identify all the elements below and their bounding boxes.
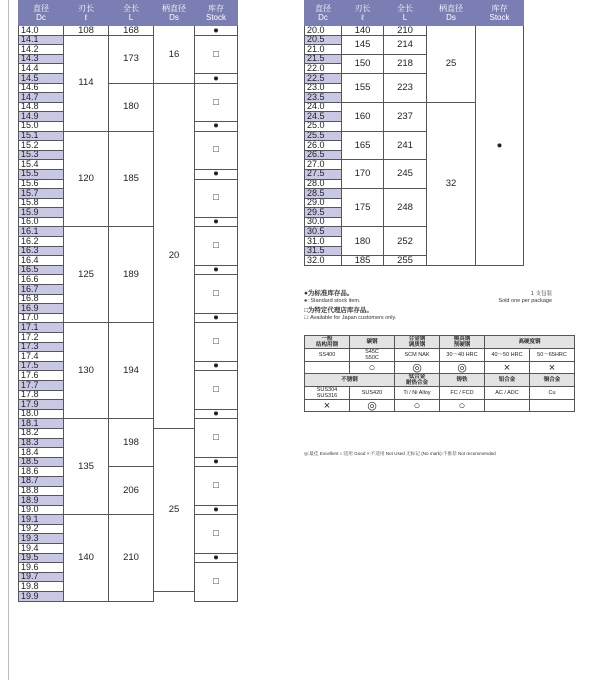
overall-length-cell: 173 (109, 35, 154, 83)
diameter-cell: 23.5 (305, 93, 342, 103)
header-stock-line: Stock (205, 13, 226, 22)
diameter-cell: 18.9 (19, 496, 64, 506)
diameter-cell: 18.6 (19, 467, 64, 477)
stock-cell: ● (195, 121, 238, 131)
material-grade-cell-line: SUS316 (316, 393, 338, 399)
overall-length-cell: 237 (384, 102, 427, 131)
stock-cell: ● (476, 26, 524, 266)
diameter-cell: 27.5 (305, 169, 342, 179)
material-row (305, 387, 575, 400)
table-row (19, 35, 238, 45)
material-group-header-line: 碳钢 (366, 339, 378, 345)
material-group-header-line: 钛合金 (408, 374, 426, 380)
material-group-header-line: 预硬钢 (453, 342, 471, 348)
diameter-cell: 15.1 (19, 131, 64, 141)
diameter-cell: 16.5 (19, 265, 64, 275)
material-grade-cell-line: SUS420 (361, 390, 383, 396)
diameter-cell: 28.5 (305, 189, 342, 199)
shank-diameter-cell: 20 (154, 83, 195, 428)
diameter-cell: 14.7 (19, 93, 64, 103)
material-grade-cell-line: SS400 (318, 352, 336, 358)
package-note-cn: 1 支包装 (530, 291, 552, 297)
table-row (19, 131, 238, 141)
stock-cell: ● (195, 313, 238, 323)
flute-length-cell: 160 (342, 102, 384, 131)
suitability-symbol (530, 400, 575, 412)
suitability-symbol-line: ○ (413, 399, 421, 412)
material-grade-cell (440, 349, 485, 362)
material-group-header (485, 374, 530, 387)
suitability-symbol (395, 400, 440, 412)
material-row (305, 336, 575, 349)
material-row (305, 349, 575, 362)
suitability-symbol-line: × (548, 361, 556, 374)
diameter-cell: 19.2 (19, 524, 64, 534)
overall-length-cell: 210 (384, 26, 427, 36)
diameter-cell: 19.3 (19, 534, 64, 544)
header-l1-line: 刃长 (354, 4, 371, 13)
stock-cell: □ (195, 35, 238, 73)
material-grade-cell-line: 30～40 HRC (446, 352, 478, 358)
material-grade-cell (350, 349, 395, 362)
diameter-cell: 18.1 (19, 419, 64, 429)
material-grade-cell-line: 50～65HRC (537, 352, 567, 358)
header-ds-line: Ds (169, 13, 179, 22)
diameter-cell: 25.5 (305, 131, 342, 141)
material-group-header-line: 调质钢 (408, 342, 426, 348)
flute-length-cell: 175 (342, 189, 384, 227)
header-l-line: L (402, 13, 408, 22)
agent-stock-note-en: □: Available for Japan customers only. (304, 314, 397, 321)
diameter-cell: 16.9 (19, 304, 64, 314)
stock-cell: □ (195, 467, 238, 505)
stock-cell: ● (195, 505, 238, 515)
diameter-cell: 29.5 (305, 208, 342, 218)
stock-cell: ● (195, 553, 238, 563)
material-group-header-line: 模具钢 (453, 336, 471, 342)
material-group-header (440, 374, 485, 387)
diameter-cell: 15.6 (19, 179, 64, 189)
header-dc (19, 1, 64, 26)
stock-cell: □ (195, 563, 238, 601)
header-l1-line: ℓ (84, 13, 88, 22)
diameter-cell: 17.2 (19, 333, 64, 343)
diameter-cell: 14.4 (19, 64, 64, 74)
header-dc (305, 1, 342, 26)
diameter-cell: 17.9 (19, 400, 64, 410)
header-dc-line: 直径 (315, 4, 331, 13)
diameter-cell: 14.1 (19, 35, 64, 45)
suitability-symbol (485, 362, 530, 374)
material-row (305, 374, 575, 387)
material-group-header (305, 336, 350, 349)
material-row (305, 400, 575, 412)
overall-length-cell: 255 (384, 256, 427, 266)
shank-diameter-cell: 25 (154, 428, 195, 591)
diameter-cell: 15.7 (19, 189, 64, 199)
stock-cell: ● (195, 73, 238, 83)
material-grade-cell (530, 349, 575, 362)
suitability-symbol (305, 362, 350, 374)
diameter-cell: 16.4 (19, 256, 64, 266)
diameter-cell: 19.5 (19, 553, 64, 563)
header-l-line: L (128, 13, 134, 22)
overall-length-cell: 180 (109, 83, 154, 131)
material-grade-cell-line: S45C (365, 349, 379, 355)
diameter-cell: 19.9 (19, 592, 64, 602)
suitability-symbol (305, 400, 350, 412)
material-group-header (395, 336, 440, 349)
material-grade-cell-line: AC / ADC (495, 390, 519, 396)
overall-length-cell: 223 (384, 73, 427, 102)
header-stock-line: Stock (489, 13, 510, 22)
table-row (19, 83, 238, 93)
overall-length-cell: 194 (109, 323, 154, 419)
diameter-cell: 17.7 (19, 380, 64, 390)
diameter-cell: 15.0 (19, 121, 64, 131)
diameter-cell: 21.5 (305, 54, 342, 64)
package-note-en: Sold one per package (498, 297, 552, 304)
diameter-cell: 14.9 (19, 112, 64, 122)
diameter-cell: 19.6 (19, 563, 64, 573)
stock-cell: ● (195, 409, 238, 419)
diameter-cell: 17.1 (19, 323, 64, 333)
diameter-cell: 28.0 (305, 179, 342, 189)
diameter-cell: 29.0 (305, 198, 342, 208)
diameter-cell: 32.0 (305, 256, 342, 266)
diameter-cell: 31.5 (305, 246, 342, 256)
material-grade-cell-line: Ti / Ni Alloy (403, 390, 431, 396)
overall-length-cell: 168 (109, 26, 154, 36)
flute-length-cell: 165 (342, 131, 384, 160)
suitability-symbol-line: ○ (368, 361, 376, 374)
overall-length-cell: 241 (384, 131, 427, 160)
stock-cell: □ (195, 515, 238, 553)
material-group-header-line: 铸铁 (456, 377, 468, 383)
diameter-cell: 27.0 (305, 160, 342, 170)
material-group-header-line: 铝合金 (498, 377, 516, 383)
header-stock (476, 1, 524, 26)
flute-length-cell: 150 (342, 54, 384, 73)
diameter-cell: 15.3 (19, 150, 64, 160)
header-l1 (64, 1, 109, 26)
stock-notes (304, 291, 580, 321)
suitability-symbol-line: ◎ (367, 399, 377, 412)
diameter-cell: 17.4 (19, 352, 64, 362)
table-row (19, 323, 238, 333)
diameter-cell: 19.8 (19, 582, 64, 592)
diameter-cell: 18.2 (19, 428, 64, 438)
stock-cell: ● (195, 457, 238, 467)
material-grade-cell (395, 387, 440, 400)
standard-stock-note-cn: ●为标准库存品。 (304, 290, 354, 297)
header-ds-line: 柄直径 (162, 4, 186, 13)
shank-diameter-cell: 16 (154, 26, 195, 84)
diameter-cell: 19.1 (19, 515, 64, 525)
diameter-cell: 24.0 (305, 102, 342, 112)
header-dc-line: 直径 (33, 4, 49, 13)
header-dc-line: Dc (318, 13, 328, 22)
diameter-cell: 20.5 (305, 35, 342, 45)
overall-length-cell: 189 (109, 227, 154, 323)
suitability-symbol (350, 400, 395, 412)
header-ds-line: Ds (446, 13, 456, 22)
flute-length-cell: 114 (64, 35, 109, 131)
material-suitability-table (304, 335, 575, 412)
spec-table-right (304, 0, 524, 266)
diameter-cell: 14.8 (19, 102, 64, 112)
diameter-cell: 30.0 (305, 217, 342, 227)
header-l1-line: ℓ (361, 13, 364, 22)
standard-stock-note-en: ●: Standard stock item. (304, 297, 361, 304)
suitability-symbol (485, 400, 530, 412)
material-group-header-line: 铜合金 (543, 377, 561, 383)
flute-length-cell: 120 (64, 131, 109, 227)
table-header-row (305, 1, 524, 26)
stock-cell: ● (195, 361, 238, 371)
overall-length-cell: 218 (384, 54, 427, 73)
diameter-cell: 14.5 (19, 73, 64, 83)
table-row (19, 515, 238, 525)
diameter-cell: 22.5 (305, 73, 342, 83)
stock-cell: ● (195, 217, 238, 227)
overall-length-cell: 248 (384, 189, 427, 227)
diameter-cell: 18.8 (19, 486, 64, 496)
diameter-cell: 15.8 (19, 198, 64, 208)
material-grade-cell (530, 387, 575, 400)
diameter-cell: 26.0 (305, 141, 342, 151)
overall-length-cell: 210 (109, 515, 154, 601)
material-grade-cell-line: Cu (548, 390, 556, 396)
diameter-cell: 19.7 (19, 572, 64, 582)
diameter-cell: 14.0 (19, 26, 64, 36)
diameter-cell: 14.2 (19, 45, 64, 55)
table-row (305, 26, 524, 36)
material-grade-cell (350, 387, 395, 400)
overall-length-cell: 245 (384, 160, 427, 189)
suitability-symbol (395, 362, 440, 374)
flute-length-cell: 180 (342, 227, 384, 256)
stock-cell: ● (195, 26, 238, 36)
suitability-symbol-line: × (503, 361, 511, 374)
flute-length-cell: 140 (64, 515, 109, 601)
diameter-cell: 19.4 (19, 544, 64, 554)
shank-diameter-cell: 25 (427, 26, 476, 103)
material-group-header-line: 耐热合金 (405, 380, 428, 386)
material-grade-cell (485, 349, 530, 362)
diameter-cell: 16.3 (19, 246, 64, 256)
suitability-symbol-line: ◎ (457, 361, 467, 374)
flute-length-cell: 108 (64, 26, 109, 36)
flute-length-cell: 125 (64, 227, 109, 323)
material-grade-cell (485, 387, 530, 400)
material-grade-cell (395, 349, 440, 362)
diameter-cell: 17.6 (19, 371, 64, 381)
stock-cell: □ (195, 179, 238, 217)
material-grade-cell (305, 349, 350, 362)
stock-cell: □ (195, 371, 238, 409)
suitability-symbol-line: × (323, 399, 331, 412)
header-stock-line: 库存 (208, 4, 224, 13)
diameter-cell: 18.7 (19, 476, 64, 486)
stock-cell: □ (195, 83, 238, 121)
suitability-symbol (350, 362, 395, 374)
suitability-symbol (440, 400, 485, 412)
header-l1 (342, 1, 384, 26)
table-row (19, 419, 238, 429)
material-group-header-line: 合金钢 (408, 336, 426, 342)
diameter-cell: 20.0 (305, 26, 342, 36)
diameter-cell: 26.5 (305, 150, 342, 160)
material-grade-cell-line: SUS304 (316, 387, 338, 393)
stock-cell: □ (195, 419, 238, 457)
diameter-cell: 17.8 (19, 390, 64, 400)
diameter-cell: 18.5 (19, 457, 64, 467)
material-grade-cell-line: FC / FCD (450, 390, 474, 396)
diameter-cell: 24.5 (305, 112, 342, 122)
diameter-cell: 15.9 (19, 208, 64, 218)
flute-length-cell: 140 (342, 26, 384, 36)
header-l-line: 全长 (397, 4, 413, 13)
diameter-cell: 15.5 (19, 169, 64, 179)
shank-diameter-cell: 32 (427, 102, 476, 265)
header-l (384, 1, 427, 26)
diameter-cell: 16.6 (19, 275, 64, 285)
stock-cell: □ (195, 227, 238, 265)
suitability-symbol-line: ◎ (412, 361, 422, 374)
spec-table-left (18, 0, 238, 602)
stock-cell: □ (195, 131, 238, 169)
diameter-cell: 17.3 (19, 342, 64, 352)
diameter-cell: 18.3 (19, 438, 64, 448)
overall-length-cell: 252 (384, 227, 427, 256)
flute-length-cell: 135 (64, 419, 109, 515)
diameter-cell: 14.6 (19, 83, 64, 93)
stock-cell: ● (195, 169, 238, 179)
material-grade-cell-line: SCM NAK (404, 352, 430, 358)
diameter-cell: 18.4 (19, 448, 64, 458)
header-ds-line: 柄直径 (439, 4, 463, 13)
material-grade-cell (305, 387, 350, 400)
overall-length-cell: 198 (109, 419, 154, 467)
material-row (305, 362, 575, 374)
suitability-symbol-line: ○ (458, 399, 466, 412)
suitability-symbol (440, 362, 485, 374)
material-group-header-line: 高硬度钢 (518, 339, 541, 345)
suitability-symbol (530, 362, 575, 374)
header-stock-line: 库存 (491, 4, 508, 13)
header-ds (427, 1, 476, 26)
diameter-cell: 16.1 (19, 227, 64, 237)
flute-length-cell: 155 (342, 73, 384, 102)
material-grade-cell (440, 387, 485, 400)
material-group-header (440, 336, 485, 349)
overall-length-cell: 185 (109, 131, 154, 227)
material-group-header (485, 336, 575, 349)
material-group-header (305, 374, 395, 387)
header-stock (195, 1, 238, 26)
diameter-cell: 15.2 (19, 141, 64, 151)
diameter-cell: 16.2 (19, 237, 64, 247)
diameter-cell: 21.0 (305, 45, 342, 55)
header-l (109, 1, 154, 26)
diameter-cell: 25.0 (305, 121, 342, 131)
diameter-cell: 17.5 (19, 361, 64, 371)
material-group-header-line: 结构用钢 (315, 342, 338, 348)
table-row (19, 227, 238, 237)
material-grade-cell-line: 40～50 HRC (491, 352, 523, 358)
material-group-header (530, 374, 575, 387)
diameter-cell: 15.4 (19, 160, 64, 170)
material-group-header-line: 一般 (321, 336, 333, 342)
table-row (19, 26, 238, 36)
diameter-cell: 19.0 (19, 505, 64, 515)
table-row (19, 467, 238, 477)
stock-cell: □ (195, 275, 238, 313)
diameter-cell: 16.7 (19, 285, 64, 295)
diameter-cell: 16.0 (19, 217, 64, 227)
table-header-row (19, 1, 238, 26)
stock-cell: □ (195, 323, 238, 361)
overall-length-cell: 214 (384, 35, 427, 54)
flute-length-cell: 145 (342, 35, 384, 54)
material-grade-cell-line: S50C (365, 355, 379, 361)
diameter-cell: 31.0 (305, 237, 342, 247)
diameter-cell: 30.5 (305, 227, 342, 237)
diameter-cell: 16.8 (19, 294, 64, 304)
flute-length-cell: 170 (342, 160, 384, 189)
stock-cell: ● (195, 265, 238, 275)
header-ds (154, 1, 195, 26)
diameter-cell: 18.0 (19, 409, 64, 419)
flute-length-cell: 130 (64, 323, 109, 419)
header-l-line: 全长 (123, 4, 139, 13)
diameter-cell: 14.3 (19, 54, 64, 64)
agent-stock-note-cn: □为特定代理店库存品。 (304, 307, 373, 314)
material-group-header (395, 374, 440, 387)
material-group-header (350, 336, 395, 349)
overall-length-cell: 206 (109, 467, 154, 515)
diameter-cell: 23.0 (305, 83, 342, 93)
material-group-header-line: 不锈钢 (341, 377, 358, 383)
header-l1-line: 刃长 (78, 4, 94, 13)
suitability-legend: ◎:最佳 Excellent ○:适用 Good ×:不适用 Not Used 无标记 (No mark):不推荐 Not recommended (304, 451, 496, 456)
header-dc-line: Dc (36, 13, 46, 22)
flute-length-cell: 185 (342, 256, 384, 266)
diameter-cell: 17.0 (19, 313, 64, 323)
diameter-cell: 22.0 (305, 64, 342, 74)
